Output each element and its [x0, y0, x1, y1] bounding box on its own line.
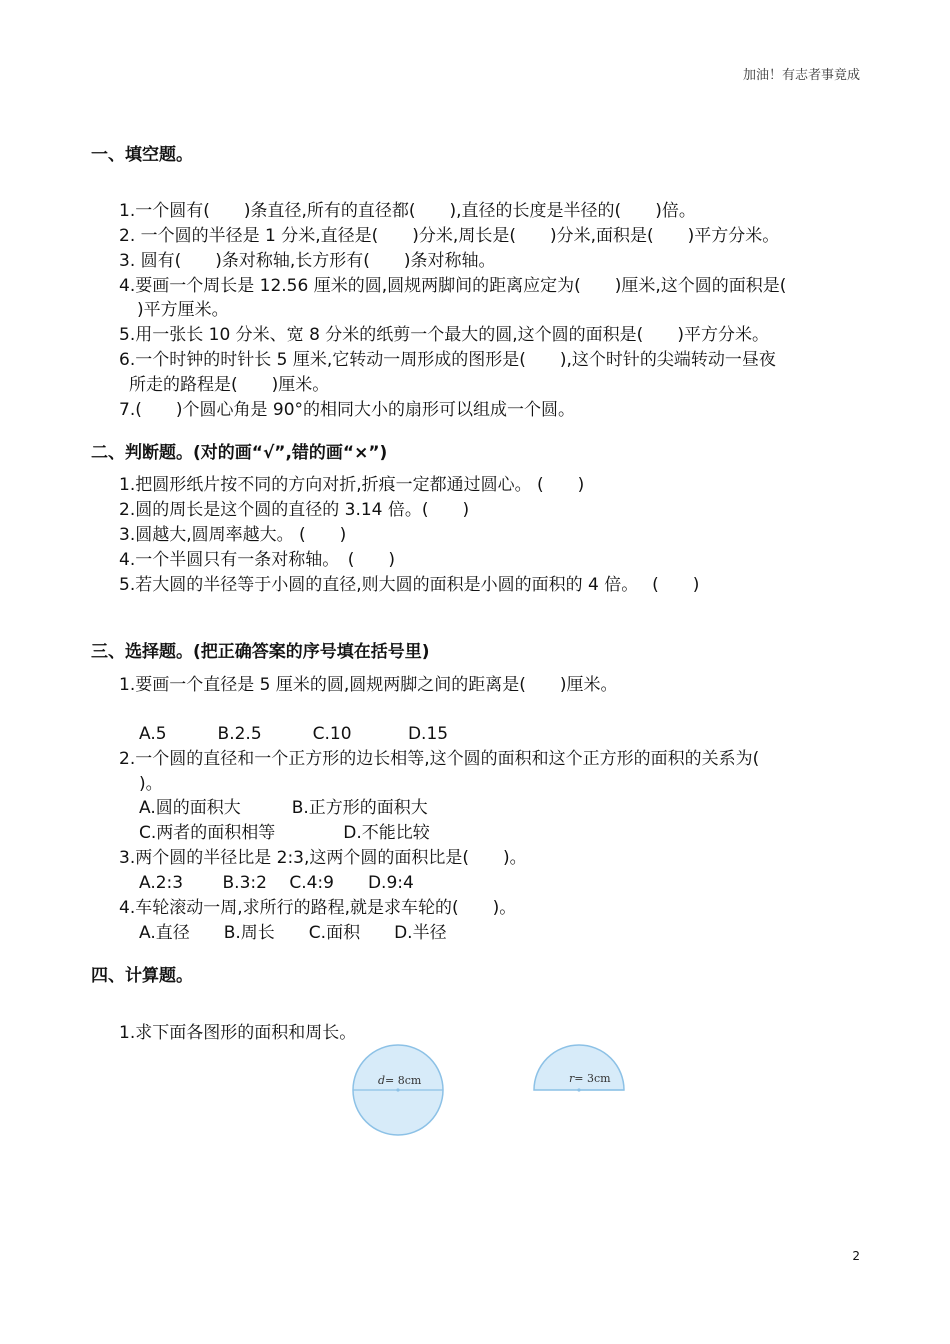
question-text: 4.要画一个周长是 12.56 厘米的圆,圆规两脚间的距离应定为( )厘米,这个圆的面积是(: [119, 276, 787, 296]
page-number: 2: [852, 1249, 860, 1263]
radius-value: = 3cm: [574, 1072, 611, 1085]
question-text: 2. 一个圆的半径是 1 分米,直径是( )分米,周长是( )分米,面积是( )平方分米。: [119, 226, 780, 246]
question-text: 1.把圆形纸片按不同的方向对折,折痕一定都通过圆心。 ( ): [119, 475, 585, 495]
answer-options: A.2:3 B.3:2 C.4:9 D.9:4: [139, 873, 414, 893]
answer-options: A.直径 B.周长 C.面积 D.半径: [139, 923, 447, 943]
svg-text:d= 8cm: [378, 1074, 422, 1087]
section-title-calculation: 四、计算题。: [91, 966, 193, 986]
diameter-value: = 8cm: [385, 1074, 422, 1087]
question-text: 3.圆越大,圆周率越大。 ( ): [119, 525, 347, 545]
question-text: 5.若大圆的半径等于小圆的直径,则大圆的面积是小圆的面积的 4 倍。 ( ): [119, 575, 700, 595]
question-text-continued: 所走的路程是( )厘米。: [129, 375, 330, 395]
question-text: 1.要画一个直径是 5 厘米的圆,圆规两脚之间的距离是( )厘米。: [119, 675, 618, 695]
section-title-fill-in: 一、填空题。: [91, 145, 193, 165]
question-text: 2.圆的周长是这个圆的直径的 3.14 倍。( ): [119, 500, 470, 520]
center-dot: [577, 1088, 580, 1091]
diameter-variable: d: [378, 1074, 386, 1087]
question-text: 5.用一张长 10 分米、宽 8 分米的纸剪一个最大的圆,这个圆的面积是( )平方分米。: [119, 325, 769, 345]
answer-options: A.圆的面积大 B.正方形的面积大: [139, 798, 428, 818]
radius-variable: r: [569, 1072, 575, 1085]
question-text-continued: )。: [139, 774, 163, 794]
question-text: 4.车轮滚动一周,求所行的路程,就是求车轮的( )。: [119, 898, 517, 918]
answer-options: A.5 B.2.5 C.10 D.15: [139, 724, 449, 744]
svg-text:r= 3cm: [569, 1072, 611, 1085]
center-dot: [396, 1088, 399, 1091]
header-motto: 加油！有志者事竟成: [742, 68, 860, 83]
question-text: 3.两个圆的半径比是 2:3,这两个圆的面积比是( )。: [119, 848, 527, 868]
question-text-continued: )平方厘米。: [137, 300, 229, 320]
question-text: 3. 圆有( )条对称轴,长方形有( )条对称轴。: [119, 251, 496, 271]
question-text: 2.一个圆的直径和一个正方形的边长相等,这个圆的面积和这个正方形的面积的关系为(: [119, 749, 760, 769]
section-title-true-false: 二、判断题。(对的画“√”,错的画“×”): [91, 443, 388, 463]
circle-figure: [350, 1036, 448, 1140]
question-text: 1.一个圆有( )条直径,所有的直径都( ),直径的长度是半径的( )倍。: [119, 201, 696, 221]
question-text: 6.一个时钟的时针长 5 厘米,它转动一周形成的图形是( ),这个时针的尖端转动一昼夜: [119, 350, 776, 370]
semicircle-figure: [531, 1040, 629, 1096]
question-text: 1.求下面各图形的面积和周长。: [119, 1023, 357, 1043]
question-text: 7.( )个圆心角是 90°的相同大小的扇形可以组成一个圆。: [119, 400, 576, 420]
answer-options: C.两者的面积相等 D.不能比较: [139, 823, 430, 843]
question-text: 4.一个半圆只有一条对称轴。 ( ): [119, 550, 395, 570]
section-title-multiple-choice: 三、选择题。(把正确答案的序号填在括号里): [91, 642, 430, 662]
